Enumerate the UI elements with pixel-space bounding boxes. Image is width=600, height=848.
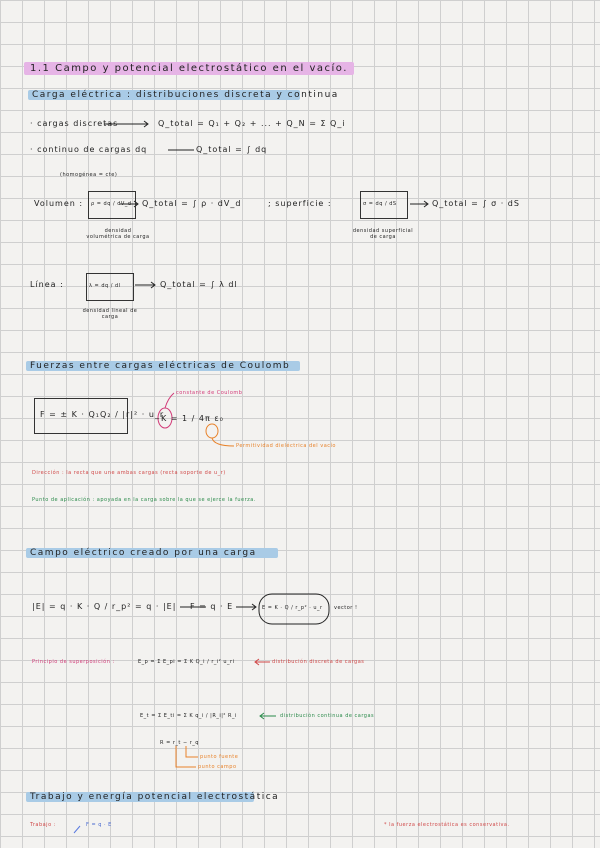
k-note: constante de Coulomb	[176, 390, 243, 396]
section-heading-charge: Carga eléctrica : distribuciones discreta y continua	[28, 90, 300, 100]
superficie-desc: densidad superficial de carga	[352, 228, 414, 240]
continuous-distribution-note: distribución continua de cargas	[280, 713, 375, 719]
work-formula: F = q · E	[86, 822, 112, 828]
linea-total-formula: Q_total = ∫ λ dl	[160, 280, 238, 289]
continuous-field-formula: E_t = Σ E_ti = Σ K q_i / |R_i|² R_i	[140, 713, 237, 719]
discrete-label: · cargas discretas	[30, 119, 119, 128]
page-title: 1.1 Campo y potencial electrostático en el vacío.	[24, 62, 354, 75]
field-modulus: |E| = q · K · Q / r_p² = q · |E|	[32, 602, 177, 611]
continuous-formula: Q_total = ∫ dq	[196, 145, 268, 154]
superficie-total-formula: Q_total = ∫ σ · dS	[432, 199, 520, 208]
superficie-density-formula: σ = dq / dS	[363, 201, 397, 207]
r-formula: R = r_t − r_q	[160, 740, 199, 746]
section-heading-coulomb: Fuerzas entre cargas eléctricas de Coulomb	[26, 361, 300, 371]
k-formula: K = 1 / 4π ε₀	[161, 414, 224, 423]
discrete-formula: Q_total = Q₁ + Q₂ + ... + Q_N = Σ Q_i	[158, 119, 346, 128]
application-text: Punto de aplicación : apoyada en la carga sobre la que se ejerce la fuerza.	[32, 497, 256, 503]
superposition-label: Principio de superposición :	[32, 659, 115, 665]
conservative-note: * la fuerza electrostática es conservativa.	[384, 822, 510, 828]
volumen-desc: densidad volumétrica de carga	[86, 228, 150, 240]
section-heading-work: Trabajo y energía potencial electrostática	[26, 792, 254, 802]
linea-desc: densidad lineal de carga	[82, 308, 138, 320]
work-label: Trabajo :	[30, 822, 56, 828]
discrete-distribution-note: distribución discreta de cargas	[272, 659, 365, 665]
volumen-label: Volumen :	[34, 199, 84, 208]
homogeneous-note: (homogénea = cte)	[60, 172, 118, 178]
superposition-formula: E_p = Σ E_pi = Σ K Q_i / r_i² u_ri	[138, 659, 235, 665]
volumen-density-formula: ρ = dq / dV_d	[91, 201, 132, 207]
eps-note: Permitividad dieléctrica del vacío	[236, 443, 336, 449]
volumen-total-formula: Q_total = ∫ ρ · dV_d	[142, 199, 242, 208]
force-field: F = q · E	[190, 602, 234, 611]
source-point-note: punto fuente	[200, 754, 239, 760]
continuous-label: · continuo de cargas dq	[30, 145, 148, 154]
direction-text: Dirección : la recta que une ambas cargas (recta soporte de u_r)	[32, 470, 226, 476]
coulomb-formula: F = ± K · Q₁Q₂ / |r|² · u_r	[40, 410, 165, 419]
linea-density-formula: λ = dq / dl	[89, 283, 121, 289]
field-box-formula: E = K · Q / r_p² · u_r	[262, 605, 323, 611]
section-heading-field: Campo eléctrico creado por una carga	[26, 548, 278, 558]
superficie-label: ; superficie :	[268, 199, 332, 208]
linea-label: Línea :	[30, 280, 64, 289]
field-point-note: punto campo	[198, 764, 237, 770]
vector-note: vector !	[334, 605, 358, 611]
